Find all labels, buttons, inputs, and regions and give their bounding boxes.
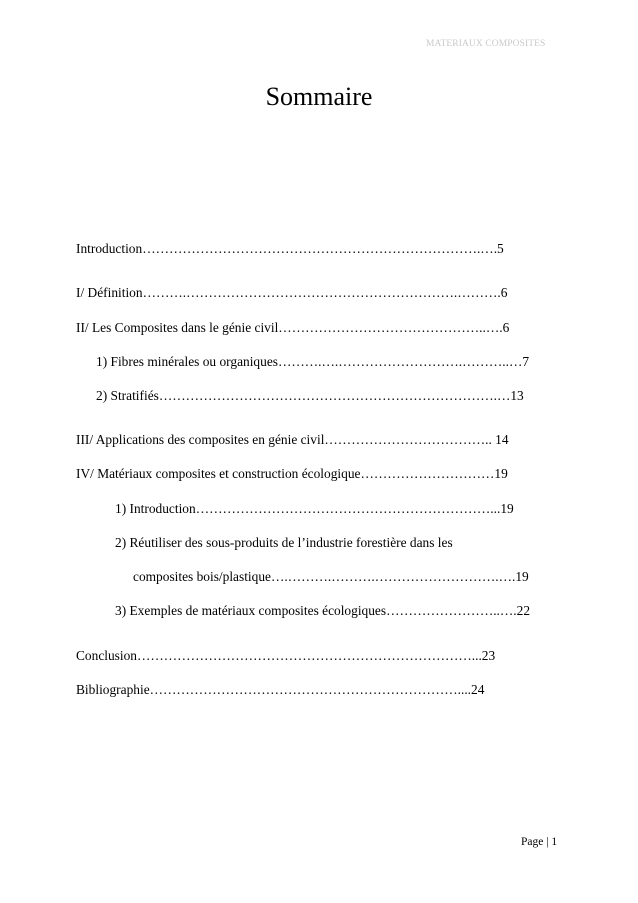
toc-subentry-fibres[interactable]: 1) Fibres minérales ou organiques……….….……………………….………..…7 [96,354,530,369]
toc-entry-definition[interactable]: I/ Définition……….…………………………………………………….……….6 [76,285,508,300]
page-title: Sommaire [265,82,373,111]
toc-entry-bibliographie[interactable]: Bibliographie……………………………………………………………....24 [76,682,485,697]
running-header: MATERIAUX COMPOSITES [426,39,546,49]
toc-subentry-exemples[interactable]: 3) Exemples de matériaux composites écologiques……………………..….22 [115,603,531,618]
toc-subentry-reutiliser[interactable]: 2) Réutiliser des sous-produits de l’industrie forestière dans les [115,535,453,550]
page-number: Page | 1 [521,836,558,848]
toc-entry-applications[interactable]: III/ Applications des composites en génie civil……………………………….. 14 [76,432,509,447]
toc-entry-composites-genie-civil[interactable]: II/ Les Composites dans le génie civil………………………………………..….6 [76,320,510,335]
toc-entry-introduction[interactable]: Introduction………………………………………………………………….….5 [76,241,504,256]
toc-entry-construction-ecologique[interactable]: IV/ Matériaux composites et construction écologique…………………………19 [76,466,508,481]
toc-subentry-introduction[interactable]: 1) Introduction…………………………………………………………...19 [115,501,514,516]
toc-subentry-stratifies[interactable]: 2) Stratifiés………………………………………………………………….…13 [96,388,524,403]
toc-entry-conclusion[interactable]: Conclusion…………………………………………………………………...23 [76,648,496,663]
toc-subentry-reutiliser-continuation: composites bois/plastique….……….……….……………………….….19 [133,569,529,584]
